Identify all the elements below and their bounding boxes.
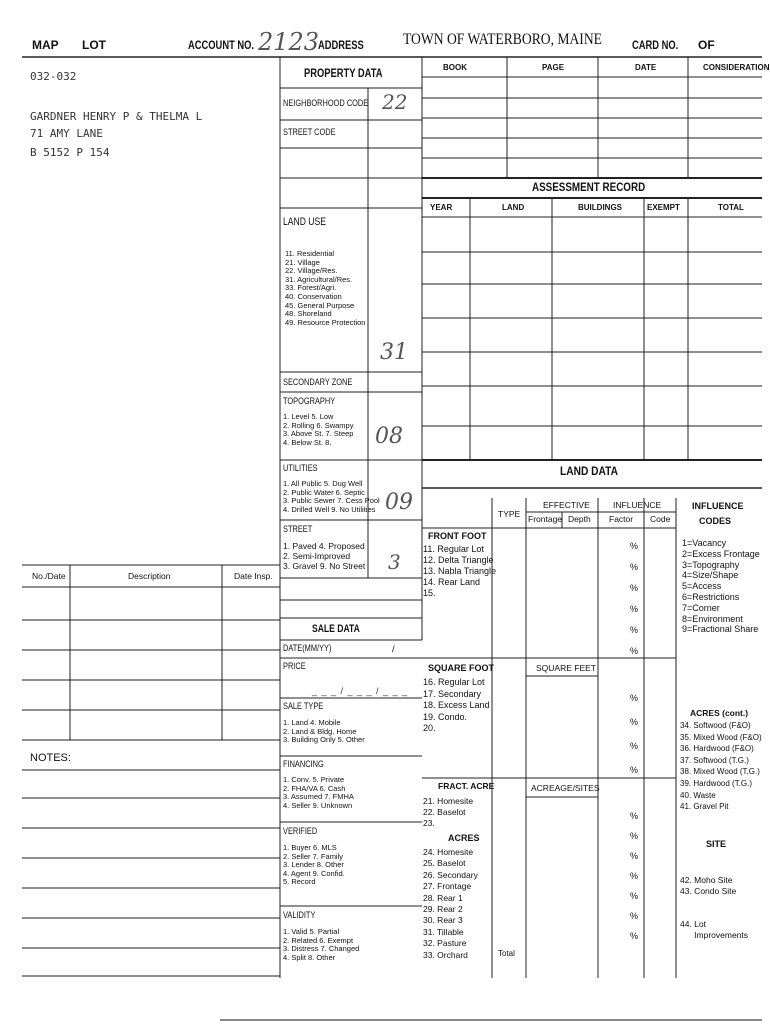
topography-label: TOPOGRAPHY <box>283 396 336 407</box>
land-col-frontage: Frontage <box>528 514 563 524</box>
date-col: DATE <box>635 63 657 72</box>
assessment-col-exempt: EXEMPT <box>647 203 680 212</box>
acres-total-label: Total <box>498 949 515 958</box>
neighborhood-code-value[interactable]: 22 <box>382 90 408 114</box>
front-foot-label: FRONT FOOT <box>428 531 487 541</box>
permit-col-description: Description <box>128 571 171 581</box>
site-label: SITE <box>706 839 727 849</box>
assessment-record-title: ASSESSMENT RECORD <box>532 180 646 194</box>
verified-label: VERIFIED <box>283 826 318 837</box>
town-title: TOWN OF WATERBORO, MAINE <box>403 31 602 48</box>
fract-acre-label: FRACT. ACRE <box>438 781 495 791</box>
square-feet-label: SQUARE FEET <box>536 663 596 673</box>
land-col-type: TYPE <box>498 509 521 519</box>
utilities-label: UTILITIES <box>283 463 318 474</box>
utilities-value[interactable]: 09 <box>385 490 413 515</box>
fract-acre-options: 21. Homesite 22. Baselot 23. <box>423 796 474 828</box>
sale-type-options: 1. Land 4. Mobile 2. Land & Bldg. Home 3. Building Only 5. Other <box>283 718 365 745</box>
land-use-options: 11. Residential 21. Village 22. Village/Res. 31. Agricultural/Res. 33. Forest/Agri. 40. Conservation 45. General Purpose 48. Shoreland 49. Resource Protection <box>285 249 366 327</box>
land-col-factor: Factor <box>609 514 634 524</box>
card-no-label: CARD NO. <box>632 38 679 52</box>
acres-cont-list: 34. Softwood (F&O) 35. Mixed Wood (F&O) 36. Hardwood (F&O) 37. Softwood (T.G.) 38. Mixed Wood (T.G.) 39. Hardwood (T.G.) 40. Waste 41. Gravel Pit <box>680 721 762 812</box>
owner-book-page: B 5152 P 154 <box>30 146 110 159</box>
influence-codes-list: 1=Vacancy 2=Excess Frontage 3=Topography 4=Size/Shape 5=Access 6=Restrictions 7=Corner 8=Environment 9=Fractional Share <box>682 538 760 635</box>
street-value[interactable]: 3 <box>388 550 401 574</box>
notes-label: NOTES: <box>30 752 71 764</box>
square-foot-pct-column: % % % % <box>630 693 639 775</box>
owner-name: GARDNER HENRY P & THELMA L <box>30 110 203 123</box>
land-use-label: LAND USE <box>283 216 326 228</box>
sale-date-label: DATE(MM/YY) <box>283 643 332 654</box>
assessment-col-total: TOTAL <box>718 203 744 212</box>
street-options: 1. Paved 4. Proposed 2. Semi-Improved 3. Gravel 9. No Street <box>283 541 366 571</box>
land-data-title: LAND DATA <box>560 464 618 478</box>
permit-col-no-date: No./Date <box>32 571 66 581</box>
sale-type-label: SALE TYPE <box>283 701 324 712</box>
sale-date-value[interactable]: / <box>392 644 395 655</box>
land-col-code: Code <box>650 514 671 524</box>
acreage-sites-label: ACREAGE/SITES <box>531 783 600 793</box>
utilities-options: 1. All Public 5. Dug Well 2. Public Water 6. Septic 3. Public Sewer 7. Cess Pool 4. Drilled Well 9. No Utilities <box>283 479 380 514</box>
assessment-col-land: LAND <box>502 203 525 212</box>
front-foot-pct-column: % % % % % % <box>630 541 639 656</box>
acres-cont-label: ACRES (cont.) <box>690 708 749 718</box>
street-label: STREET <box>283 524 313 535</box>
account-no-value[interactable]: 2123 <box>258 28 320 56</box>
financing-options: 1. Conv. 5. Private 2. FHA/VA 6. Cash 3. Assumed 7. FMHA 4. Seller 9. Unknown <box>283 775 354 810</box>
map-label: MAP <box>32 38 59 52</box>
land-use-value[interactable]: 31 <box>380 340 408 365</box>
card-of-label: OF <box>698 38 715 52</box>
map-lot-value: 032-032 <box>30 70 77 83</box>
validity-options: 1. Valid 5. Partial 2. Related 6. Exempt 3. Distress 7. Changed 4. Split 8. Other <box>283 927 360 962</box>
assessment-col-year: YEAR <box>430 203 453 212</box>
permit-col-date-insp: Date Insp. <box>234 571 273 581</box>
acres-pct-column: % % % % % % % <box>630 811 639 941</box>
account-no-label: ACCOUNT NO. <box>188 38 255 52</box>
secondary-zone-label: SECONDARY ZONE <box>283 377 353 388</box>
sale-data-title: SALE DATA <box>312 623 360 635</box>
consideration-col: CONSIDERATION <box>703 63 770 72</box>
front-foot-options: 11. Regular Lot 12. Delta Triangle 13. Nabla Triangle 14. Rear Land 15. <box>423 544 497 598</box>
validity-label: VALIDITY <box>283 910 316 921</box>
book-col: BOOK <box>443 63 467 72</box>
influence-codes-title: INFLUENCE <box>692 501 744 511</box>
topography-options: 1. Level 5. Low 2. Rolling 6. Swampy 3. Above St. 7. Steep 4. Below St. 8. <box>283 412 354 447</box>
assessment-col-buildings: BUILDINGS <box>578 203 622 212</box>
land-col-depth: Depth <box>568 514 591 524</box>
influence-codes-subtitle: CODES <box>699 516 732 526</box>
financing-label: FINANCING <box>283 759 324 770</box>
page-col: PAGE <box>542 63 565 72</box>
site-options: 42. Moho Site 43. Condo Site 44. Lot Improvements <box>680 875 749 940</box>
price-blank[interactable]: _ _ _ / _ _ _ / _ _ _ <box>312 686 409 696</box>
acres-options: 24. Homesite 25. Baselot 26. Secondary 27. Frontage 28. Rear 1 29. Rear 2 30. Rear 3 31. Tillable 32. Pasture 33. Orchard <box>423 847 478 960</box>
address-label: ADDRESS <box>318 38 364 52</box>
square-foot-options: 16. Regular Lot 17. Secondary 18. Excess Land 19. Condo. 20. <box>423 677 490 733</box>
lot-label: LOT <box>82 38 106 52</box>
verified-options: 1. Buyer 6. MLS 2. Seller 7. Family 3. Lender 8. Other 4. Agent 9. Confid. 5. Record <box>283 843 345 887</box>
neighborhood-code-label: NEIGHBORHOOD CODE <box>283 98 369 109</box>
owner-street: 71 AMY LANE <box>30 127 103 140</box>
acres-label: ACRES <box>448 833 480 843</box>
price-label: PRICE <box>283 661 306 672</box>
street-code-label: STREET CODE <box>283 127 336 138</box>
land-col-effective: EFFECTIVE <box>543 500 590 510</box>
topography-value[interactable]: 08 <box>375 424 403 449</box>
property-data-title: PROPERTY DATA <box>304 66 383 80</box>
land-col-influence: INFLUENCE <box>613 500 662 510</box>
square-foot-label: SQUARE FOOT <box>428 663 495 673</box>
